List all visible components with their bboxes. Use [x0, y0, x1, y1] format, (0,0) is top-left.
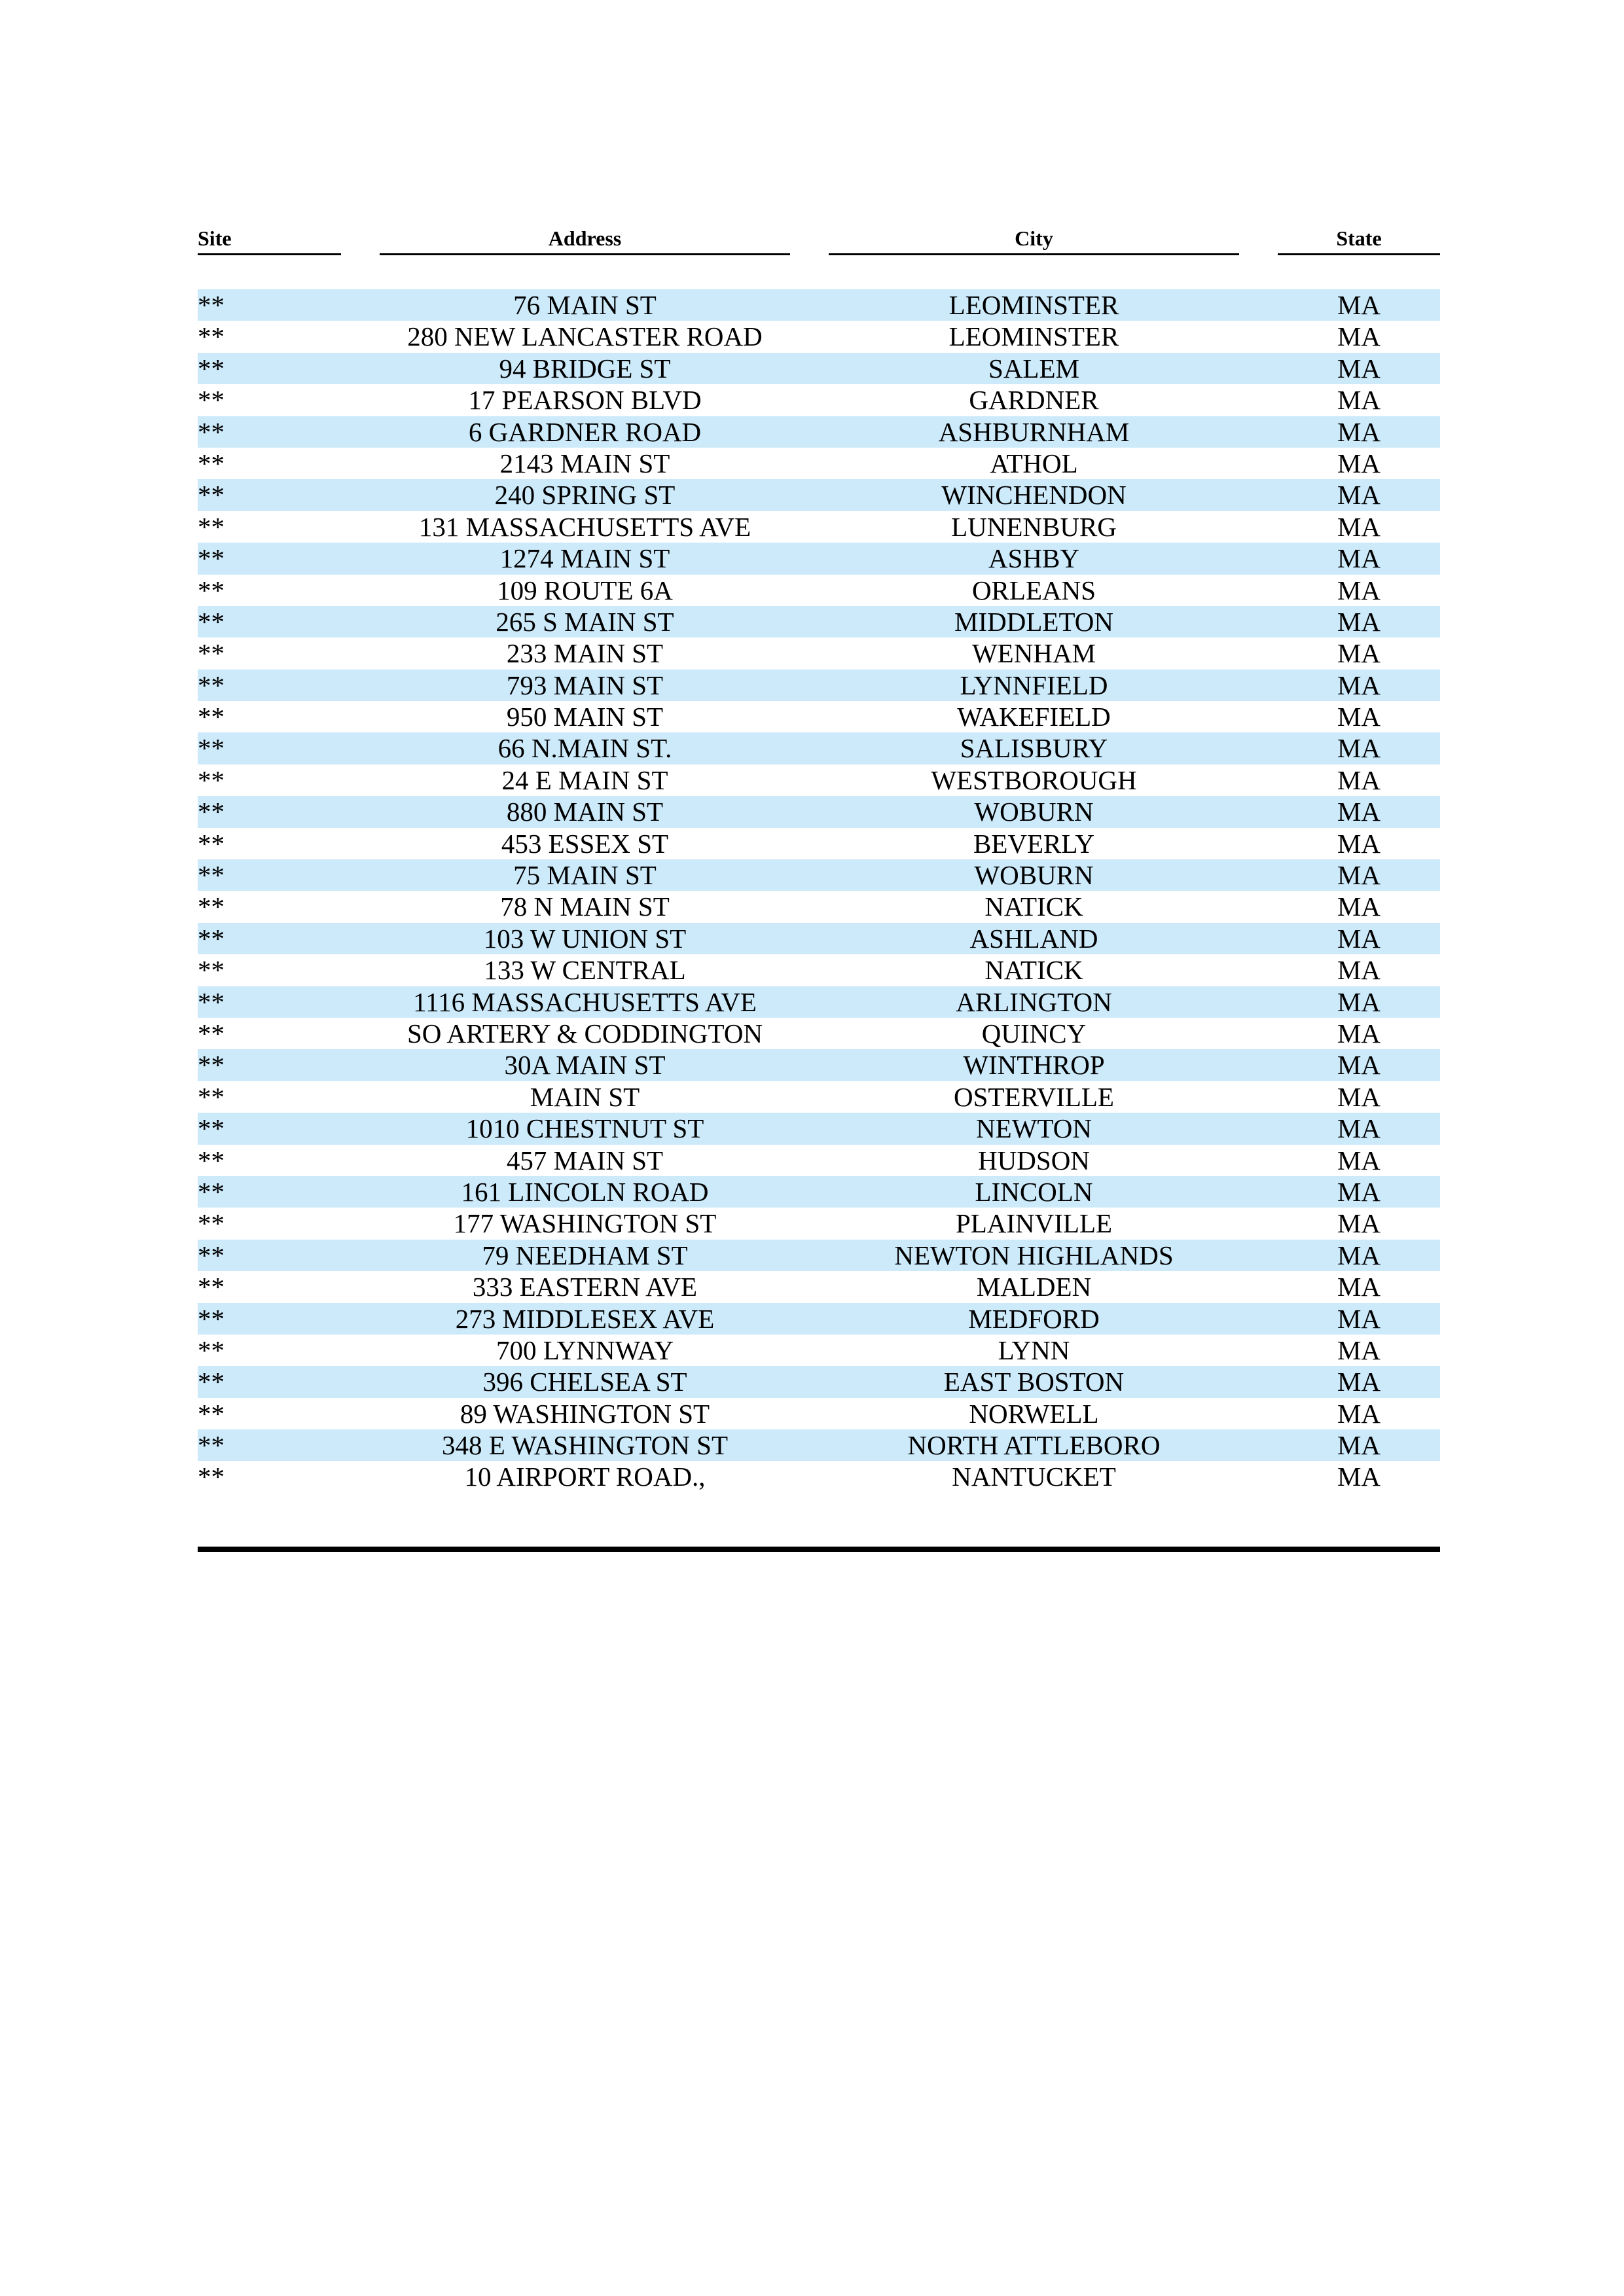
- address-cell: SO ARTERY & CODDINGTON: [406, 1018, 763, 1049]
- site-cell: **: [198, 543, 225, 574]
- state-cell: MA: [1337, 1018, 1381, 1049]
- table-row: [198, 637, 1440, 669]
- address-cell: 17 PEARSON BLVD: [468, 385, 702, 416]
- column-header-site-label: Site: [198, 226, 232, 250]
- site-cell: **: [198, 1018, 225, 1049]
- table-row: [198, 1240, 1440, 1271]
- column-header-state-underline: [1278, 253, 1440, 255]
- city-cell: LUNENBURG: [951, 511, 1117, 542]
- address-cell: 133 W CENTRAL: [484, 955, 686, 986]
- column-header-address-label: Address: [548, 226, 622, 250]
- site-cell: **: [198, 797, 225, 827]
- site-cell: **: [198, 1145, 225, 1175]
- table-row: [198, 986, 1440, 1018]
- site-cell: **: [198, 828, 225, 859]
- address-cell: 950 MAIN ST: [506, 702, 664, 732]
- state-cell: MA: [1337, 733, 1381, 764]
- state-cell: MA: [1337, 575, 1381, 605]
- site-cell: **: [198, 923, 225, 954]
- address-cell: 273 MIDDLESEX AVE: [455, 1303, 715, 1334]
- site-cell: **: [198, 670, 225, 700]
- state-cell: MA: [1337, 290, 1381, 320]
- site-cell: **: [198, 955, 225, 986]
- state-cell: MA: [1337, 1303, 1381, 1334]
- site-cell: **: [198, 511, 225, 542]
- state-cell: MA: [1337, 828, 1381, 859]
- site-cell: **: [198, 891, 225, 922]
- state-cell: MA: [1337, 1272, 1381, 1302]
- city-cell: LEOMINSTER: [948, 290, 1119, 320]
- address-cell: 453 ESSEX ST: [501, 828, 669, 859]
- city-cell: SALEM: [988, 353, 1079, 384]
- site-cell: **: [198, 1113, 225, 1144]
- state-cell: MA: [1337, 986, 1381, 1017]
- state-cell: MA: [1337, 1367, 1381, 1397]
- city-cell: NATICK: [984, 891, 1083, 922]
- table-row: [198, 859, 1440, 891]
- city-cell: MIDDLETON: [954, 606, 1113, 637]
- site-cell: **: [198, 448, 225, 478]
- city-cell: EAST BOSTON: [943, 1367, 1125, 1397]
- table-row: [198, 1176, 1440, 1208]
- state-cell: MA: [1337, 764, 1381, 795]
- table-row: [198, 891, 1440, 922]
- site-cell: **: [198, 986, 225, 1017]
- column-header-site-underline: [198, 253, 341, 255]
- table-row: [198, 511, 1440, 543]
- table-row: [198, 606, 1440, 637]
- site-cell: **: [198, 1081, 225, 1112]
- site-cell: **: [198, 480, 225, 511]
- address-cell: 1274 MAIN ST: [499, 543, 670, 574]
- address-cell: 30A MAIN ST: [504, 1050, 666, 1081]
- table-row: [198, 1366, 1440, 1397]
- address-cell: 89 WASHINGTON ST: [460, 1398, 710, 1429]
- city-cell: BEVERLY: [973, 828, 1094, 859]
- state-cell: MA: [1337, 1398, 1381, 1429]
- table-row: [198, 1208, 1440, 1239]
- site-cell: **: [198, 764, 225, 795]
- state-cell: MA: [1337, 1113, 1381, 1144]
- site-cell: **: [198, 1367, 225, 1397]
- table-bottom-rule: [198, 1547, 1440, 1552]
- city-cell: SALISBURY: [960, 733, 1108, 764]
- state-cell: MA: [1337, 1081, 1381, 1112]
- city-cell: QUINCY: [981, 1018, 1087, 1049]
- site-cell: **: [198, 575, 225, 605]
- table-row: [198, 670, 1440, 701]
- city-cell: ATHOL: [990, 448, 1078, 478]
- city-cell: ASHLAND: [969, 923, 1098, 954]
- city-cell: LINCOLN: [975, 1176, 1093, 1207]
- state-cell: MA: [1337, 1240, 1381, 1270]
- table-row: [198, 796, 1440, 827]
- column-header-state-label: State: [1336, 226, 1382, 250]
- city-cell: WINCHENDON: [941, 480, 1127, 511]
- site-cell: **: [198, 702, 225, 732]
- table-row: [198, 353, 1440, 384]
- table-row: [198, 384, 1440, 416]
- table-row: [198, 732, 1440, 764]
- site-cell: **: [198, 638, 225, 669]
- table-row: [198, 923, 1440, 954]
- address-cell: 280 NEW LANCASTER ROAD: [407, 321, 763, 352]
- state-cell: MA: [1337, 511, 1381, 542]
- state-cell: MA: [1337, 955, 1381, 986]
- site-cell: **: [198, 1398, 225, 1429]
- state-cell: MA: [1337, 480, 1381, 511]
- site-cell: **: [198, 1208, 225, 1239]
- column-header-address-underline: [380, 253, 790, 255]
- table-row: [198, 1145, 1440, 1176]
- address-cell: 233 MAIN ST: [506, 638, 664, 669]
- city-cell: GARDNER: [969, 385, 1099, 416]
- state-cell: MA: [1337, 1430, 1381, 1461]
- table-row: [198, 479, 1440, 511]
- state-cell: MA: [1337, 448, 1381, 478]
- address-cell: 793 MAIN ST: [506, 670, 664, 700]
- table-row: [198, 416, 1440, 448]
- state-cell: MA: [1337, 416, 1381, 447]
- site-cell: **: [198, 606, 225, 637]
- address-cell: 348 E WASHINGTON ST: [442, 1430, 728, 1461]
- site-cell: **: [198, 860, 225, 891]
- site-cell: **: [198, 321, 225, 352]
- city-cell: ASHBURNHAM: [938, 416, 1130, 447]
- site-cell: **: [198, 1050, 225, 1081]
- state-cell: MA: [1337, 670, 1381, 700]
- address-cell: 24 E MAIN ST: [501, 764, 668, 795]
- state-cell: MA: [1337, 321, 1381, 352]
- city-cell: WOBURN: [974, 797, 1094, 827]
- site-cell: **: [198, 385, 225, 416]
- site-cell: **: [198, 290, 225, 320]
- table-row: [198, 1049, 1440, 1081]
- city-cell: OSTERVILLE: [954, 1081, 1114, 1112]
- city-cell: HUDSON: [978, 1145, 1090, 1175]
- site-cell: **: [198, 353, 225, 384]
- column-header-city-underline: [829, 253, 1239, 255]
- state-cell: MA: [1337, 353, 1381, 384]
- table-row: [198, 954, 1440, 986]
- address-cell: 177 WASHINGTON ST: [453, 1208, 717, 1239]
- table-row: [198, 1113, 1440, 1144]
- city-cell: ASHBY: [988, 543, 1079, 574]
- address-cell: 94 BRIDGE ST: [499, 353, 671, 384]
- state-cell: MA: [1337, 797, 1381, 827]
- city-cell: NORWELL: [969, 1398, 1099, 1429]
- state-cell: MA: [1337, 1176, 1381, 1207]
- table-row: [198, 289, 1440, 321]
- address-cell: 396 CHELSEA ST: [482, 1367, 687, 1397]
- table-row: [198, 1398, 1440, 1429]
- address-cell: 66 N.MAIN ST.: [497, 733, 672, 764]
- city-cell: NATICK: [984, 955, 1083, 986]
- address-cell: 103 W UNION ST: [483, 923, 687, 954]
- address-cell: 700 LYNNWAY: [496, 1335, 674, 1365]
- site-cell: **: [198, 1240, 225, 1270]
- table-row: [198, 701, 1440, 732]
- city-cell: WINTHROP: [963, 1050, 1105, 1081]
- address-cell: 10 AIRPORT ROAD.,: [464, 1462, 706, 1492]
- state-cell: MA: [1337, 543, 1381, 574]
- address-cell: 76 MAIN ST: [513, 290, 657, 320]
- state-cell: MA: [1337, 891, 1381, 922]
- address-cell: 109 ROUTE 6A: [497, 575, 673, 605]
- address-cell: 6 GARDNER ROAD: [468, 416, 702, 447]
- state-cell: MA: [1337, 1145, 1381, 1175]
- table-row: [198, 1271, 1440, 1302]
- state-cell: MA: [1337, 1208, 1381, 1239]
- address-cell: 265 S MAIN ST: [496, 606, 674, 637]
- state-cell: MA: [1337, 1335, 1381, 1365]
- city-cell: WESTBOROUGH: [931, 764, 1137, 795]
- table-row: [198, 1335, 1440, 1366]
- site-cell: **: [198, 1430, 225, 1461]
- address-cell: 2143 MAIN ST: [499, 448, 670, 478]
- address-cell: 240 SPRING ST: [494, 480, 676, 511]
- address-cell: 75 MAIN ST: [513, 860, 657, 891]
- state-cell: MA: [1337, 385, 1381, 416]
- state-cell: MA: [1337, 606, 1381, 637]
- site-cell: **: [198, 1272, 225, 1302]
- state-cell: MA: [1337, 702, 1381, 732]
- city-cell: LYNN: [998, 1335, 1070, 1365]
- address-cell: 880 MAIN ST: [506, 797, 664, 827]
- address-cell: 1010 CHESTNUT ST: [465, 1113, 704, 1144]
- table-row: [198, 1018, 1440, 1049]
- city-cell: NEWTON: [976, 1113, 1092, 1144]
- state-cell: MA: [1337, 1462, 1381, 1492]
- column-header-site: [198, 223, 341, 255]
- city-cell: NANTUCKET: [952, 1462, 1116, 1492]
- city-cell: MEDFORD: [968, 1303, 1100, 1334]
- address-cell: 161 LINCOLN ROAD: [461, 1176, 709, 1207]
- city-cell: NEWTON HIGHLANDS: [894, 1240, 1174, 1270]
- table-row: [198, 575, 1440, 606]
- site-cell: **: [198, 1462, 225, 1492]
- site-cell: **: [198, 416, 225, 447]
- state-cell: MA: [1337, 638, 1381, 669]
- city-cell: MALDEN: [976, 1272, 1092, 1302]
- table-row: [198, 1303, 1440, 1335]
- address-cell: 131 MASSACHUSETTS AVE: [418, 511, 751, 542]
- city-cell: LYNNFIELD: [960, 670, 1108, 700]
- column-header-address: [380, 223, 790, 255]
- site-table-body: [198, 289, 1440, 1493]
- column-header-state: [1278, 223, 1440, 255]
- city-cell: ORLEANS: [971, 575, 1096, 605]
- state-cell: MA: [1337, 1050, 1381, 1081]
- table-row: [198, 448, 1440, 479]
- column-header-city-label: City: [1015, 226, 1053, 250]
- city-cell: WOBURN: [974, 860, 1094, 891]
- city-cell: WENHAM: [971, 638, 1096, 669]
- address-cell: 1116 MASSACHUSETTS AVE: [413, 986, 757, 1017]
- state-cell: MA: [1337, 860, 1381, 891]
- state-cell: MA: [1337, 923, 1381, 954]
- city-cell: NORTH ATTLEBORO: [907, 1430, 1161, 1461]
- city-cell: PLAINVILLE: [955, 1208, 1113, 1239]
- table-row: [198, 321, 1440, 352]
- table-row: [198, 1081, 1440, 1113]
- city-cell: ARLINGTON: [956, 986, 1112, 1017]
- site-cell: **: [198, 733, 225, 764]
- address-cell: 333 EASTERN AVE: [472, 1272, 698, 1302]
- table-row: [198, 828, 1440, 859]
- table-row: [198, 543, 1440, 574]
- site-cell: **: [198, 1335, 225, 1365]
- site-cell: **: [198, 1303, 225, 1334]
- city-cell: WAKEFIELD: [957, 702, 1111, 732]
- address-cell: 79 NEEDHAM ST: [482, 1240, 688, 1270]
- address-cell: 457 MAIN ST: [506, 1145, 664, 1175]
- table-row: [198, 1429, 1440, 1461]
- column-header-city: [829, 223, 1239, 255]
- table-row: [198, 764, 1440, 796]
- city-cell: LEOMINSTER: [948, 321, 1119, 352]
- table-row: [198, 1461, 1440, 1492]
- address-cell: MAIN ST: [530, 1081, 640, 1112]
- site-cell: **: [198, 1176, 225, 1207]
- address-cell: 78 N MAIN ST: [500, 891, 670, 922]
